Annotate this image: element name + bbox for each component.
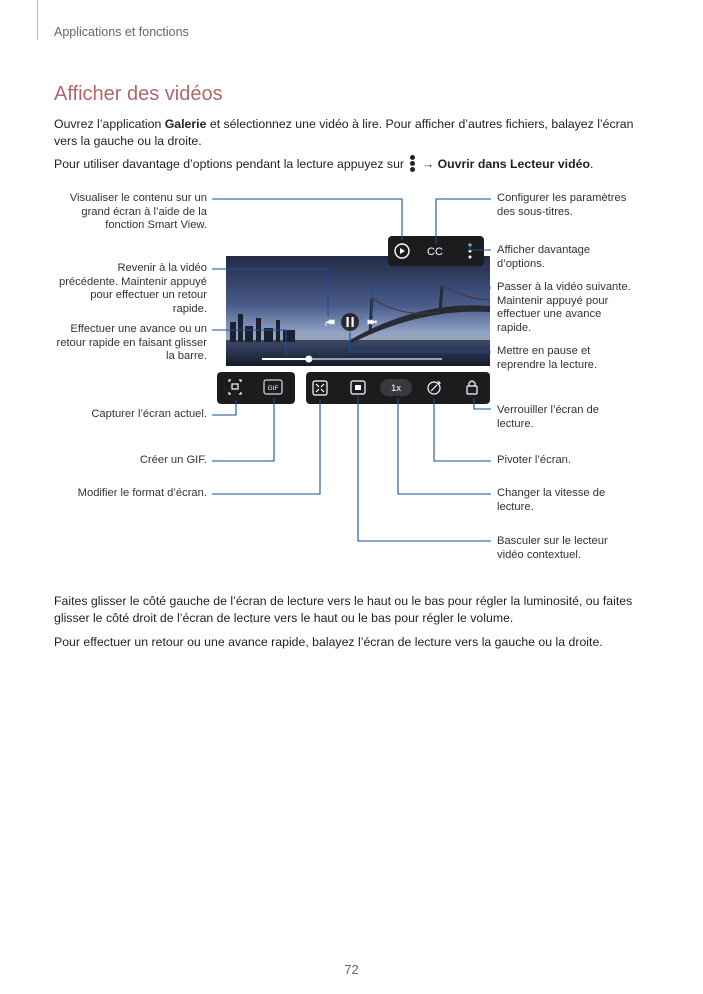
outro-paragraph-2: Pour effectuer un retour ou une avance rapide, balayez l’écran de lecture vers la gauche ou la droite. [54, 635, 603, 649]
callout-next: Passer à la vidéo suivante. Maintenir appuyé pour effectuer une avance rapide. [497, 281, 631, 334]
open-in-video-player-label: Ouvrir dans Lecteur vidéo [437, 157, 590, 171]
callout-lock: Verrouiller l’écran de lecture. [497, 404, 599, 430]
callout-rotate: Pivoter l’écran. [497, 454, 571, 466]
page-title: Afficher des vidéos [54, 83, 223, 105]
svg-text:1x: 1x [390, 383, 402, 394]
callout-pause: Mettre en pause et reprendre la lecture. [497, 345, 598, 371]
subtitles-icon[interactable]: CC [427, 246, 443, 258]
pause-button[interactable] [341, 313, 359, 331]
speed-button[interactable] [380, 379, 412, 396]
callout-gif: Créer un GIF. [139, 454, 207, 466]
gallery-app-name: Galerie [164, 117, 207, 131]
capture-controls-bar [217, 372, 295, 404]
video-frame[interactable] [226, 256, 490, 366]
intro-text: Pour utiliser davantage d’options pendant la lecture appuyez sur [54, 157, 408, 171]
callout-previous: Revenir à la vidéo précédente. Maintenir appuyé pour effectuer un retour rapide. [58, 262, 207, 315]
intro-text: . [589, 157, 594, 171]
intro-text: Ouvrez l’application [54, 117, 165, 131]
section-header: Applications et fonctions [54, 25, 189, 39]
svg-text:GIF: GIF [267, 385, 279, 392]
callout-popup: Basculer sur le lecteur vidéo contextuel. [497, 535, 608, 561]
callout-scrub: Effectuer une avance ou un retour rapide en faisant glisser la barre. [56, 323, 207, 362]
outro-paragraph-1: Faites glisser le côté gauche de l’écran de lecture vers le haut ou le bas pour régler la luminosité, ou faites glisser le côté droit de l’écran de lecture vers le haut ou le bas pour régler le volume. [54, 594, 633, 625]
callout-ratio: Modifier le format d’écran. [77, 487, 207, 499]
page-number: 72 [344, 962, 359, 977]
intro-text: et sélectionnez une vidéo à lire. Pour afficher d’autres fichiers, balayez l’écran vers la gauche ou la droite. [54, 117, 634, 148]
callout-speed: Changer la vitesse de lecture. [497, 487, 606, 513]
callout-more: Afficher davantage d’options. [497, 244, 591, 270]
callout-subtitles: Configurer les paramètres des sous-titres. [497, 192, 627, 218]
callout-capture: Capturer l’écran actuel. [91, 408, 207, 420]
callout-smart-view: Visualiser le contenu sur un grand écran à l’aide de la fonction Smart View. [69, 192, 207, 231]
arrow-text: → [418, 157, 438, 171]
progress-thumb[interactable] [305, 356, 312, 363]
